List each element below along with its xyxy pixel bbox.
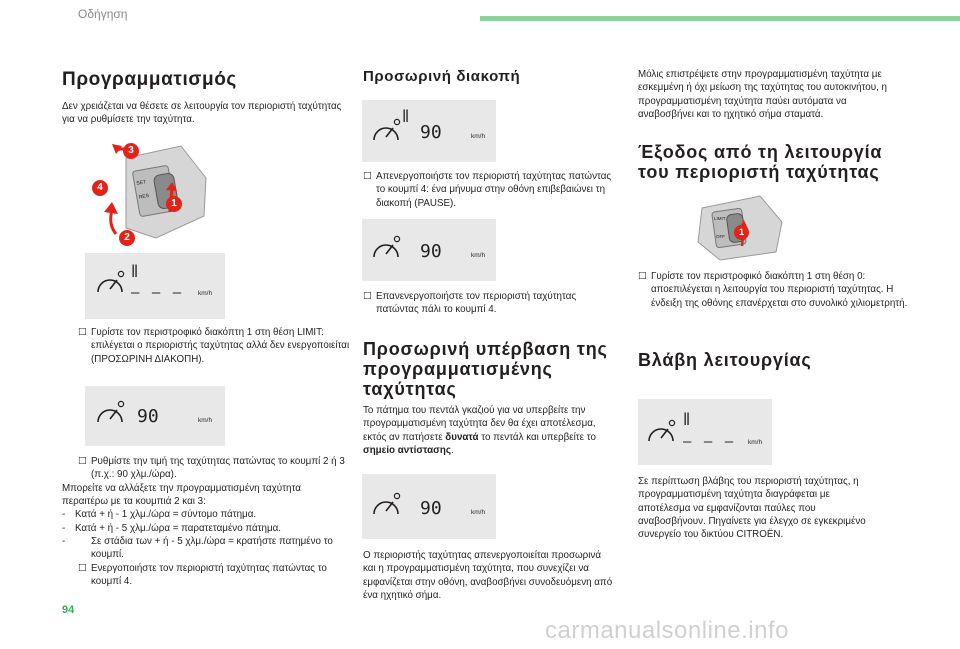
speed-dashes: – – – (683, 434, 736, 450)
speedometer-limit-icon (371, 492, 401, 518)
title-programming: Προγραμματισμός (62, 69, 237, 90)
speed-value: 90 (137, 406, 159, 427)
unit-label: km/h (198, 417, 213, 424)
bullet-activate: ☐ Ενεργοποιήστε τον περιοριστή ταχύτητας πατώντας το κουμπί 4. (78, 562, 327, 587)
lever-limit-mark: LIMIT (714, 216, 726, 221)
display-panel-fault (638, 399, 772, 465)
sub-item: - Κατά + ή - 5 χλμ./ώρα = παρατεταμένο πάτημα. (62, 522, 282, 534)
callout-1: 1 (166, 196, 182, 212)
callout-1-exit: 1 (734, 225, 749, 240)
display-panel-pause-90 (362, 100, 496, 162)
pause-icon: ‖ (683, 411, 691, 425)
section-accent-bar (480, 16, 960, 21)
speedometer-limit-icon (646, 419, 676, 445)
unit-label: km/h (471, 252, 486, 259)
bullet-select-limit: ☐ Γυρίστε τον περιστροφικό διακόπτη 1 στη θέση LIMIT: επιλέγεται ο περιοριστής ταχύτητας αλλά δεν ενεργοποιείται (ΠΡΟΣΩΡΙΝΗ ΔΙΑΚΟΠΗ). (78, 327, 350, 365)
programming-steps (62, 455, 348, 588)
lever-off-mark: OFF (716, 234, 725, 239)
svg-text:RES: RES (138, 192, 150, 201)
display-panel-90-b (362, 219, 496, 281)
display-panel-90-c (362, 474, 496, 539)
display-panel-pause-dashes (85, 253, 225, 319)
callout-4: 4 (92, 180, 108, 196)
speedometer-limit-icon (95, 270, 125, 296)
override-text: Το πάτημα του πεντάλ γκαζιού για να υπερβείτε την προγραμματισμένη ταχύτητα δεν θα έχει αποτέλεσμα, εκτός αν πατήσετε δυνατά το πεντάλ και υπερβείτε το σημείο αντίστασης. (363, 405, 596, 456)
pause-icon: ‖ (402, 108, 410, 122)
unit-label: km/h (198, 290, 213, 297)
title-temporary-override: Προσωρινή υπέρβαση της προγραμματισμένης ταχύτητας (363, 339, 608, 400)
bullet-deactivate: ☐ Απενεργοποιήστε τον περιοριστή ταχύτητας πατώντας το κουμπί 4: ένα μήνυμα στην οθόνη επιβεβαιώνει τη διακοπή (PAUSE). (363, 171, 612, 209)
override-blink-text: Ο περιοριστής ταχύτητας απενεργοποιείται προσωρινά και η προγραμματισμένη ταχύτητα, που συνεχίζει να εμφανίζεται στην οθόνη, αναβοσβήνει συνοδευόμενη από ένα ηχητικό σήμα. (363, 550, 613, 601)
speed-dashes: – – – (131, 285, 184, 301)
speed-value: 90 (420, 241, 442, 262)
section-label: Οδήγηση (78, 7, 128, 21)
speed-value: 90 (420, 122, 442, 143)
change-speed-text: Μπορείτε να αλλάξετε την προγραμματισμένη ταχύτητα περαιτέρω με τα κουμπιά 2 και 3: (62, 482, 301, 507)
malfunction-text: Σε περίπτωση βλάβης του περιοριστή ταχύτητας, η προγραμματισμένη ταχύτητα διαγράφεται με αποτέλεσμα να εμφανίζονται παύλες που αναβοσβήνουν. Πηγαίνετε για έλεγχο σε εγκεκριμένο συνεργείο του δικτύου CITROËN. (638, 476, 866, 541)
page-number: 94 (62, 604, 75, 616)
intro-text: Δεν χρειάζεται να θέσετε σε λειτουργία τον περιοριστή ταχύτητας για να ρυθμίσετε την ταχύτητα. (62, 101, 342, 126)
unit-label: km/h (748, 439, 763, 446)
unit-label: km/h (471, 133, 486, 140)
title-malfunction: Βλάβη λειτουργίας (638, 350, 812, 370)
title-pause: Προσωρινή διακοπή (363, 68, 521, 85)
pause-icon: ‖ (131, 263, 139, 277)
speedometer-limit-icon (371, 118, 401, 144)
bullet-exit: ☐ Γυρίστε τον περιστροφικό διακόπτη 1 στη θέση 0: αποεπιλέγεται η λειτουργία του περιοριστή ταχύτητας. Η ένδειξη της οθόνης επανέρχεται στο συνολικό χιλιομετρητή. (638, 271, 908, 309)
speedometer-limit-icon (371, 235, 401, 261)
title-exit-limiter: Έξοδος από τη λειτουργία του περιοριστή ταχύτητας (638, 142, 883, 183)
speed-value: 90 (420, 498, 442, 519)
callout-3: 3 (123, 143, 139, 159)
svg-text:SET: SET (135, 179, 147, 187)
bullet-reactivate: ☐ Επανενεργοποιήστε τον περιοριστή ταχύτητας πατώντας πάλι το κουμπί 4. (363, 291, 577, 316)
lever-illustration (86, 138, 216, 250)
callout-2: 2 (119, 230, 135, 246)
sub-item: - Κατά + ή - 1 χλμ./ώρα = σύντομο πάτημα. (62, 509, 257, 521)
display-panel-90-a (85, 386, 225, 446)
return-speed-text: Μόλις επιστρέψετε στην προγραμματισμένη ταχύτητα με εσκεμμένη ή όχι μείωση της ταχύτητας του αυτοκινήτου, η προγραμματισμένη ταχύτητα παύει αυτόματα να αναβοσβήνει και το ηχητικό σήμα σταματά. (638, 69, 887, 120)
speedometer-limit-icon (95, 400, 125, 426)
watermark: carmanualsonline.info (545, 617, 789, 644)
unit-label: km/h (471, 509, 486, 516)
sub-item: - Σε στάδια των + ή - 5 χλμ./ώρα = κρατήστε πατημένο το κουμπί. (62, 535, 333, 561)
bullet-set-speed: ☐ Ρυθμίστε την τιμή της ταχύτητας πατώντας το κουμπί 2 ή 3 (π.χ.: 90 χλμ./ώρα). (78, 456, 345, 481)
